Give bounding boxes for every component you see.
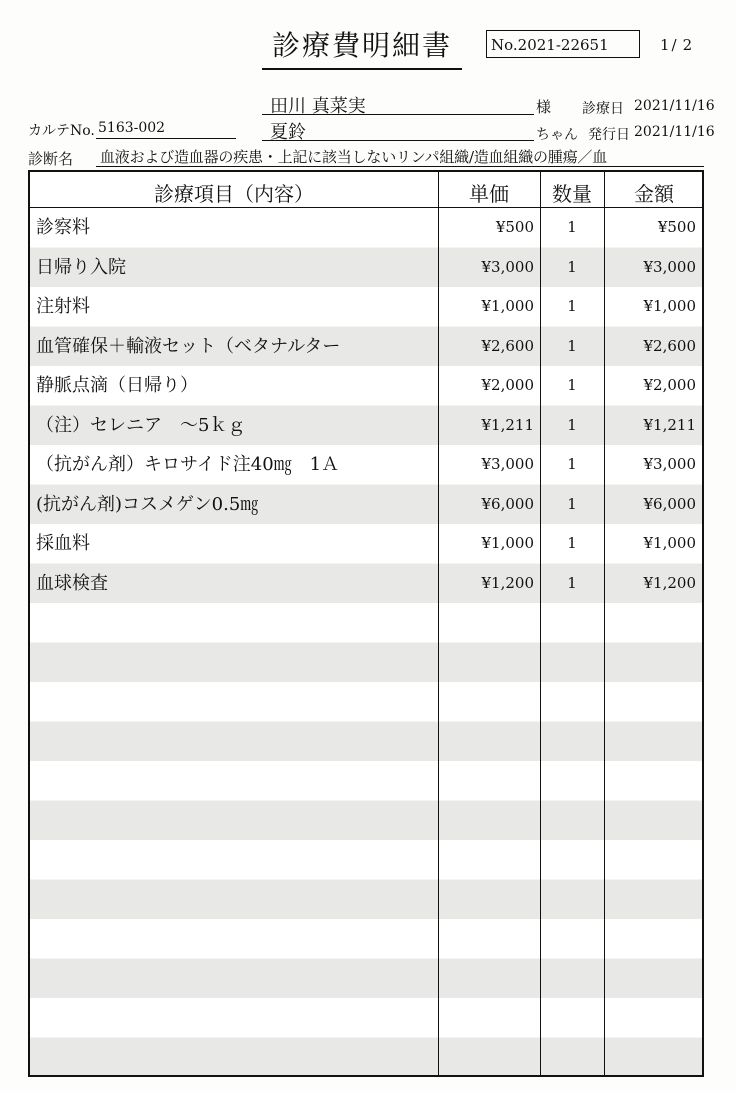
- table-header: [30, 172, 702, 208]
- chart-label: カルテNo.: [28, 123, 95, 139]
- table-row: [30, 287, 702, 327]
- row-item: 血管確保＋輸液セット（ベタナルター: [36, 335, 341, 357]
- row-quantity: 1: [567, 455, 577, 473]
- row-unit-price: ¥1,211: [481, 415, 534, 434]
- patient-name: 夏鈴: [270, 122, 306, 143]
- row-quantity: 1: [567, 218, 577, 236]
- row-quantity: 1: [567, 336, 577, 355]
- row-quantity: 1: [567, 573, 577, 592]
- visit-date: 2021/11/16: [634, 98, 715, 114]
- guardian-suffix: 様: [536, 98, 552, 116]
- row-amount: ¥3,000: [643, 257, 696, 276]
- row-item: （注）セレニア ～5ｋｇ: [36, 414, 246, 436]
- row-unit-price: ¥1,000: [481, 297, 534, 315]
- row-amount: ¥1,211: [643, 415, 696, 434]
- row-quantity: 1: [567, 534, 577, 552]
- row-item: 静脈点滴（日帰り）: [36, 375, 198, 396]
- header-quantity: 数量: [552, 182, 592, 206]
- page-separator: /: [671, 36, 677, 54]
- table-row: [30, 406, 702, 446]
- table-row: [30, 485, 702, 525]
- chart-number-underline: [96, 138, 236, 139]
- table-row: [30, 366, 702, 406]
- row-unit-price: ¥2,600: [481, 336, 534, 355]
- table-row: [30, 248, 702, 288]
- row-quantity: 1: [567, 257, 577, 276]
- row-item: 注射料: [36, 296, 90, 317]
- patient-suffix: ちゃん: [536, 127, 578, 143]
- row-item: 血球検査: [36, 572, 108, 594]
- row-quantity: 1: [567, 415, 577, 434]
- row-amount: ¥500: [657, 218, 696, 236]
- row-amount: ¥1,200: [643, 573, 696, 592]
- row-quantity: 1: [567, 494, 577, 513]
- row-item: (抗がん剤)コスメゲン0.5㎎: [36, 493, 259, 515]
- table-row: [30, 208, 702, 248]
- header-item: 診療項目（内容）: [154, 182, 314, 206]
- guardian-name: 田川 真菜実: [270, 96, 366, 117]
- header-unit-price: 単価: [469, 182, 509, 206]
- row-amount: ¥3,000: [643, 455, 696, 473]
- table-row: [30, 445, 702, 485]
- issue-date-label: 発行日: [588, 127, 630, 143]
- document-number: No.2021-22651: [486, 30, 640, 58]
- issue-date: 2021/11/16: [634, 124, 715, 140]
- row-unit-price: ¥6,000: [481, 494, 534, 513]
- row-unit-price: ¥3,000: [481, 455, 534, 473]
- row-item: （抗がん剤）キロサイド注40㎎ 1Ａ: [36, 454, 340, 475]
- page-current: 1: [660, 36, 670, 54]
- row-amount: ¥2,600: [643, 336, 696, 355]
- table-row: [30, 524, 702, 564]
- guardian-name-underline: [262, 114, 534, 115]
- table-row: [30, 564, 702, 604]
- row-amount: ¥2,000: [643, 376, 696, 394]
- row-amount: ¥1,000: [643, 297, 696, 315]
- row-item: 採血料: [36, 533, 90, 554]
- row-unit-price: ¥1,200: [481, 573, 534, 592]
- row-amount: ¥1,000: [643, 534, 696, 552]
- diagnosis-text: 血液および造血器の疾患・上記に該当しないリンパ組織/造血組織の腫瘍／血: [100, 148, 608, 166]
- diagnosis-label: 診断名: [28, 150, 74, 168]
- visit-date-label: 診療日: [582, 101, 624, 117]
- row-unit-price: ¥500: [495, 218, 534, 236]
- page-indicator: [660, 36, 692, 54]
- row-unit-price: ¥1,000: [481, 534, 534, 552]
- row-amount: ¥6,000: [643, 494, 696, 513]
- page-total: 2: [682, 36, 693, 54]
- row-item: 日帰り入院: [36, 256, 126, 278]
- patient-name-underline: [262, 140, 534, 141]
- billing-table: [28, 170, 704, 1077]
- row-unit-price: ¥3,000: [481, 257, 534, 276]
- row-item: 診察料: [36, 217, 90, 238]
- document-title: 診療費明細書: [262, 24, 462, 70]
- diagnosis-underline: [96, 166, 704, 167]
- header-amount: 金額: [634, 182, 674, 206]
- table-row: [30, 327, 702, 367]
- row-quantity: 1: [567, 297, 577, 315]
- row-unit-price: ¥2,000: [481, 376, 534, 394]
- row-quantity: 1: [567, 376, 577, 394]
- chart-number: 5163-002: [98, 120, 166, 136]
